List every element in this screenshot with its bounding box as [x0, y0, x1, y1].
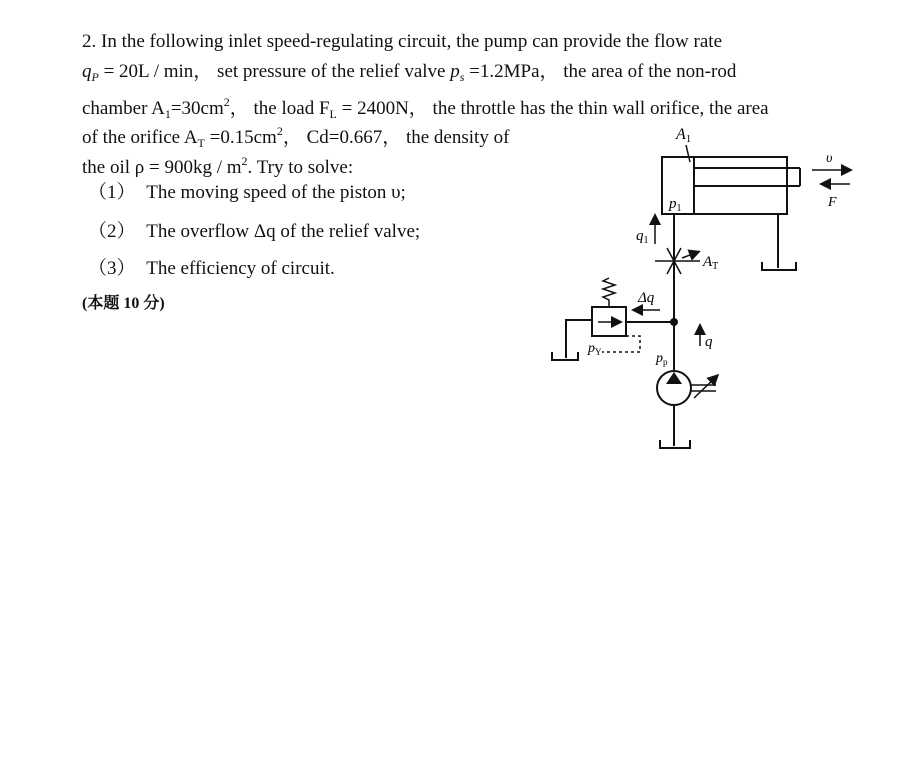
problem-text-2-tail: the area of the non-rod [558, 61, 737, 82]
score-note: (本题 10 分) [82, 295, 165, 312]
label-p1: $p_1$ [669, 196, 682, 214]
question-item-2 [88, 216, 420, 243]
pump-triangle-icon [666, 372, 682, 384]
hydraulic-circuit-diagram [540, 118, 870, 458]
problem-text-2: set pressure of the relief valve [212, 61, 451, 82]
line5-b: . Try to solve: [247, 157, 354, 178]
problem-line-4 [82, 120, 509, 154]
a1-marker-line [686, 145, 690, 162]
line4-a: of the orifice A [82, 127, 198, 148]
line3-d: = 2400N， the throttle has the thin wall orifice, the area [336, 98, 769, 119]
label-a1: A1 [676, 126, 692, 145]
pump-adjust-arrow [694, 376, 717, 398]
junction-dot [671, 319, 677, 325]
line5-a: the oil ρ = 900kg / m [82, 157, 242, 178]
qp-value: = 20L / min， [98, 61, 213, 82]
label-py: $p_Y$ [588, 341, 602, 357]
label-f: F [828, 195, 837, 210]
question-num-1: （1） [88, 182, 136, 203]
label-dq: Δq [638, 290, 655, 306]
ps-symbol: p [450, 61, 460, 82]
line3-a: chamber A [82, 98, 165, 119]
label-pp: $p_p$ [656, 351, 668, 367]
relief-valve-spring [603, 278, 615, 307]
question-item-1 [88, 177, 406, 204]
ps-sub: s [459, 70, 465, 84]
fl-sub: L [329, 107, 337, 121]
line3-b: =30cm [170, 98, 224, 119]
label-at: $A_T$ [703, 254, 719, 272]
label-q: q [705, 334, 713, 350]
problem-line-1 [82, 31, 722, 53]
problem-text-1: In the following inlet speed-regulating circuit, the pump can provide the flow rate [101, 31, 722, 52]
problem-line-2 [82, 61, 736, 88]
question-item-3 [88, 253, 335, 280]
at-arrow [682, 252, 698, 258]
qp-symbol: q [82, 61, 92, 82]
problem-number: 2. [82, 31, 97, 52]
at-sub: T [197, 136, 205, 150]
sq-2: 2 [276, 124, 283, 138]
sq-3: 2 [241, 154, 248, 168]
line3-c: ， the load F [229, 98, 330, 119]
ps-value: =1.2MPa， [464, 61, 559, 82]
problem-line-5 [82, 150, 353, 179]
question-text-3: The efficiency of circuit. [146, 258, 335, 279]
line4-c: ， Cd=0.667， the density of [282, 127, 510, 148]
pilot-line [602, 336, 640, 352]
qp-sub: P [91, 70, 99, 84]
question-num-2: （2） [88, 221, 136, 242]
question-num-3: （3） [88, 258, 136, 279]
label-v: υ [826, 151, 833, 166]
line4-b: =0.15cm [204, 127, 277, 148]
sq-1: 2 [223, 95, 230, 109]
question-text-2: The overflow Δq of the relief valve; [146, 221, 421, 242]
label-q1: $q_1$ [636, 228, 649, 246]
question-text-1: The moving speed of the piston υ; [146, 182, 406, 203]
a1-sub: 1 [164, 107, 171, 121]
